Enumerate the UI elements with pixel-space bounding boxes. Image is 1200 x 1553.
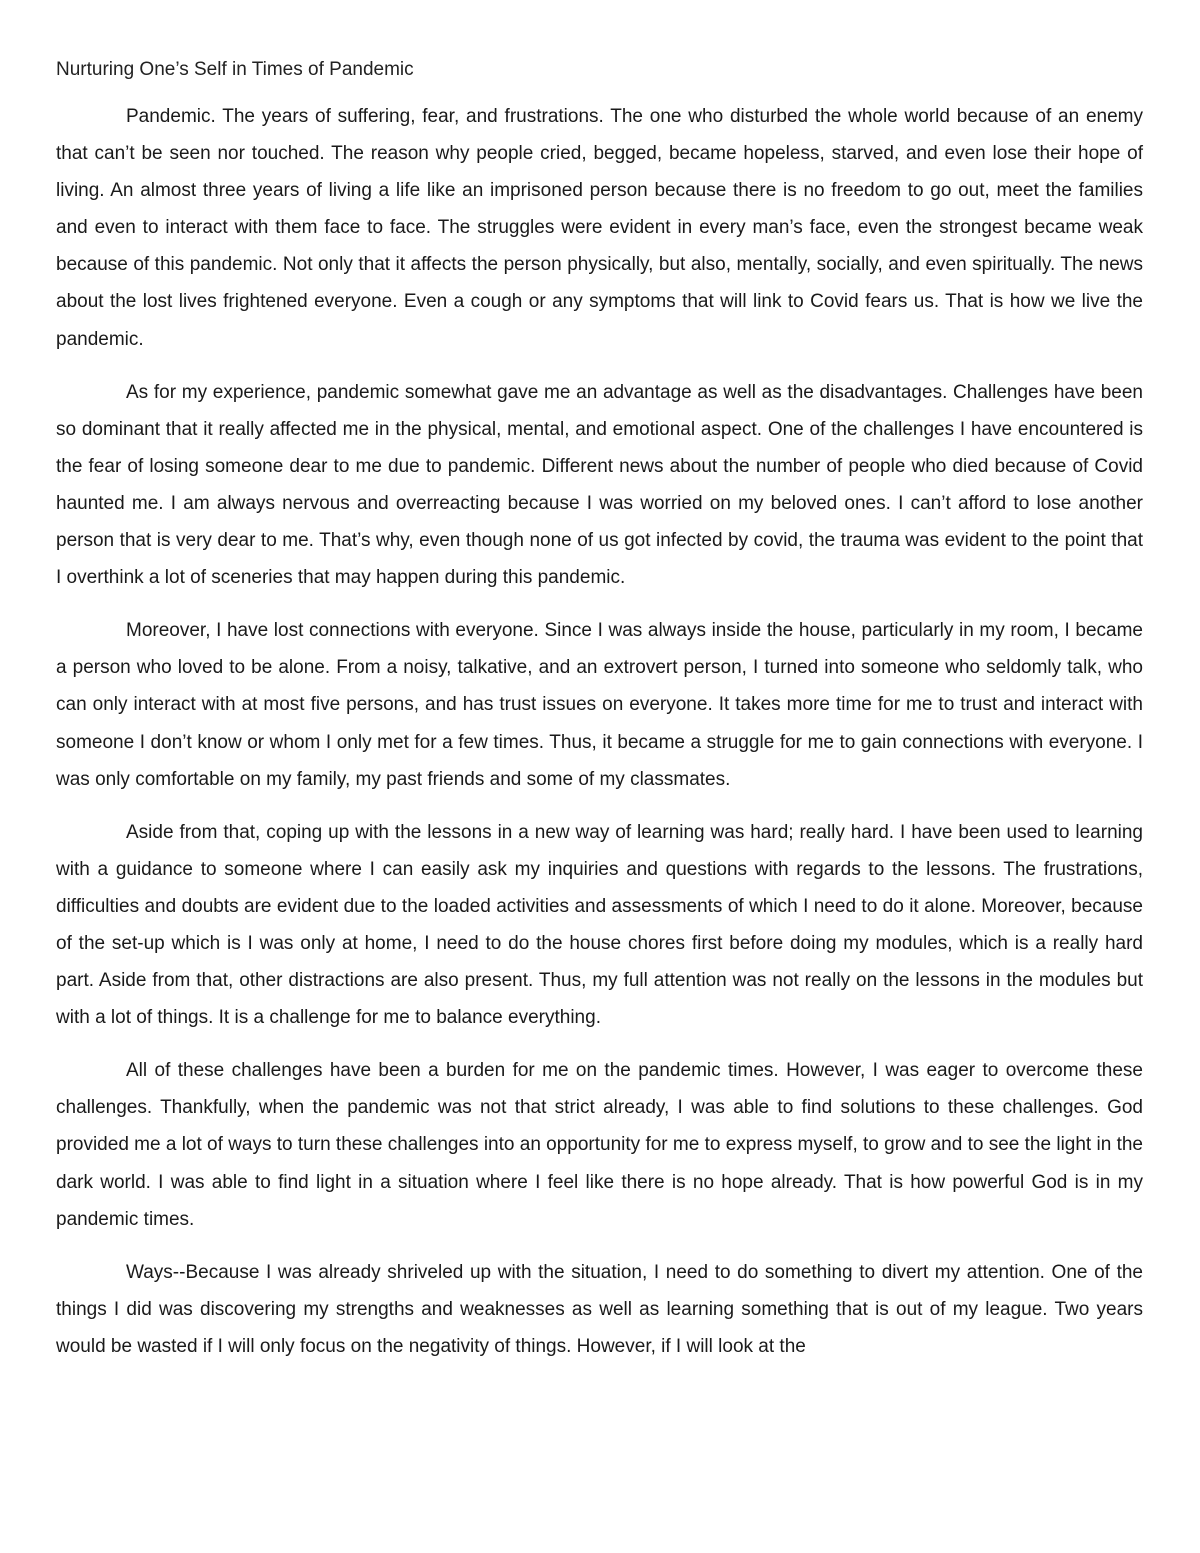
- paragraph-4: Aside from that, coping up with the lessons in a new way of learning was hard; really hard. I have been used to learning with a guidance to someone where I can easily ask my inquiries and questions with regards to the lessons. The frustrations, difficulties and doubts are evident due to the loaded activities and assessments of which I need to do it alone. Moreover, because of the set-up which is I was only at home, I need to do the house chores first before doing my modules, which is a really hard part. Aside from that, other distractions are also present. Thus, my full attention was not really on the lessons in the modules but with a lot of things. It is a challenge for me to balance everything.: [56, 821, 1143, 1029]
- paragraph-1: Pandemic. The years of suffering, fear, and frustrations. The one who disturbed the whole world because of an enemy that can’t be seen nor touched. The reason why people cried, begged, became hopeless, starved, and even lose their hope of living. An almost three years of living a life like an imprisoned person because there is no freedom to go out, meet the families and even to interact with them face to face. The struggles were evident in every man’s face, even the strongest became weak because of this pandemic. Not only that it affects the person physically, but also, mentally, socially, and even spiritually. The news about the lost lives frightened everyone. Even a cough or any symptoms that will link to Covid fears us. That is how we live the pandemic.: [56, 106, 1143, 350]
- paragraph-5: All of these challenges have been a burden for me on the pandemic times. However, I was eager to overcome these challenges. Thankfully, when the pandemic was not that strict already, I was able to find solutions to these challenges. God provided me a lot of ways to turn these challenges into an opportunity for me to express myself, to grow and to see the light in the dark world. I was able to find light in a situation where I feel like there is no hope already. That is how powerful God is in my pandemic times.: [56, 1060, 1143, 1230]
- paragraph-2: As for my experience, pandemic somewhat gave me an advantage as well as the disadvantages. Challenges have been so dominant that it really affected me in the physical, mental, and emotional aspect. One of the challenges I have encountered is the fear of losing someone dear to me due to pandemic. Different news about the number of people who died because of Covid haunted me. I am always nervous and overreacting because I was worried on my beloved ones. I can’t afford to lose another person that is very dear to me. That’s why, even though none of us got infected by covid, the trauma was evident to the point that I overthink a lot of sceneries that may happen during this pandemic.: [56, 381, 1143, 589]
- document-title: Nurturing One’s Self in Times of Pandemic: [56, 59, 414, 80]
- document-page: [56, 56, 1143, 1365]
- paragraph-3: Moreover, I have lost connections with everyone. Since I was always inside the house, particularly in my room, I became a person who loved to be alone. From a noisy, talkative, and an extrovert person, I turned into someone who seldomly talk, who can only interact with at most five persons, and has trust issues on everyone. It takes more time for me to trust and interact with someone I don’t know or whom I only met for a few times. Thus, it became a struggle for me to gain connections with everyone. I was only comfortable on my family, my past friends and some of my classmates.: [56, 620, 1143, 790]
- paragraph-6: Ways--Because I was already shriveled up with the situation, I need to do something to divert my attention. One of the things I did was discovering my strengths and weaknesses as well as learning something that is out of my league. Two years would be wasted if I will only focus on the negativity of things. However, if I will look at the: [56, 1261, 1143, 1357]
